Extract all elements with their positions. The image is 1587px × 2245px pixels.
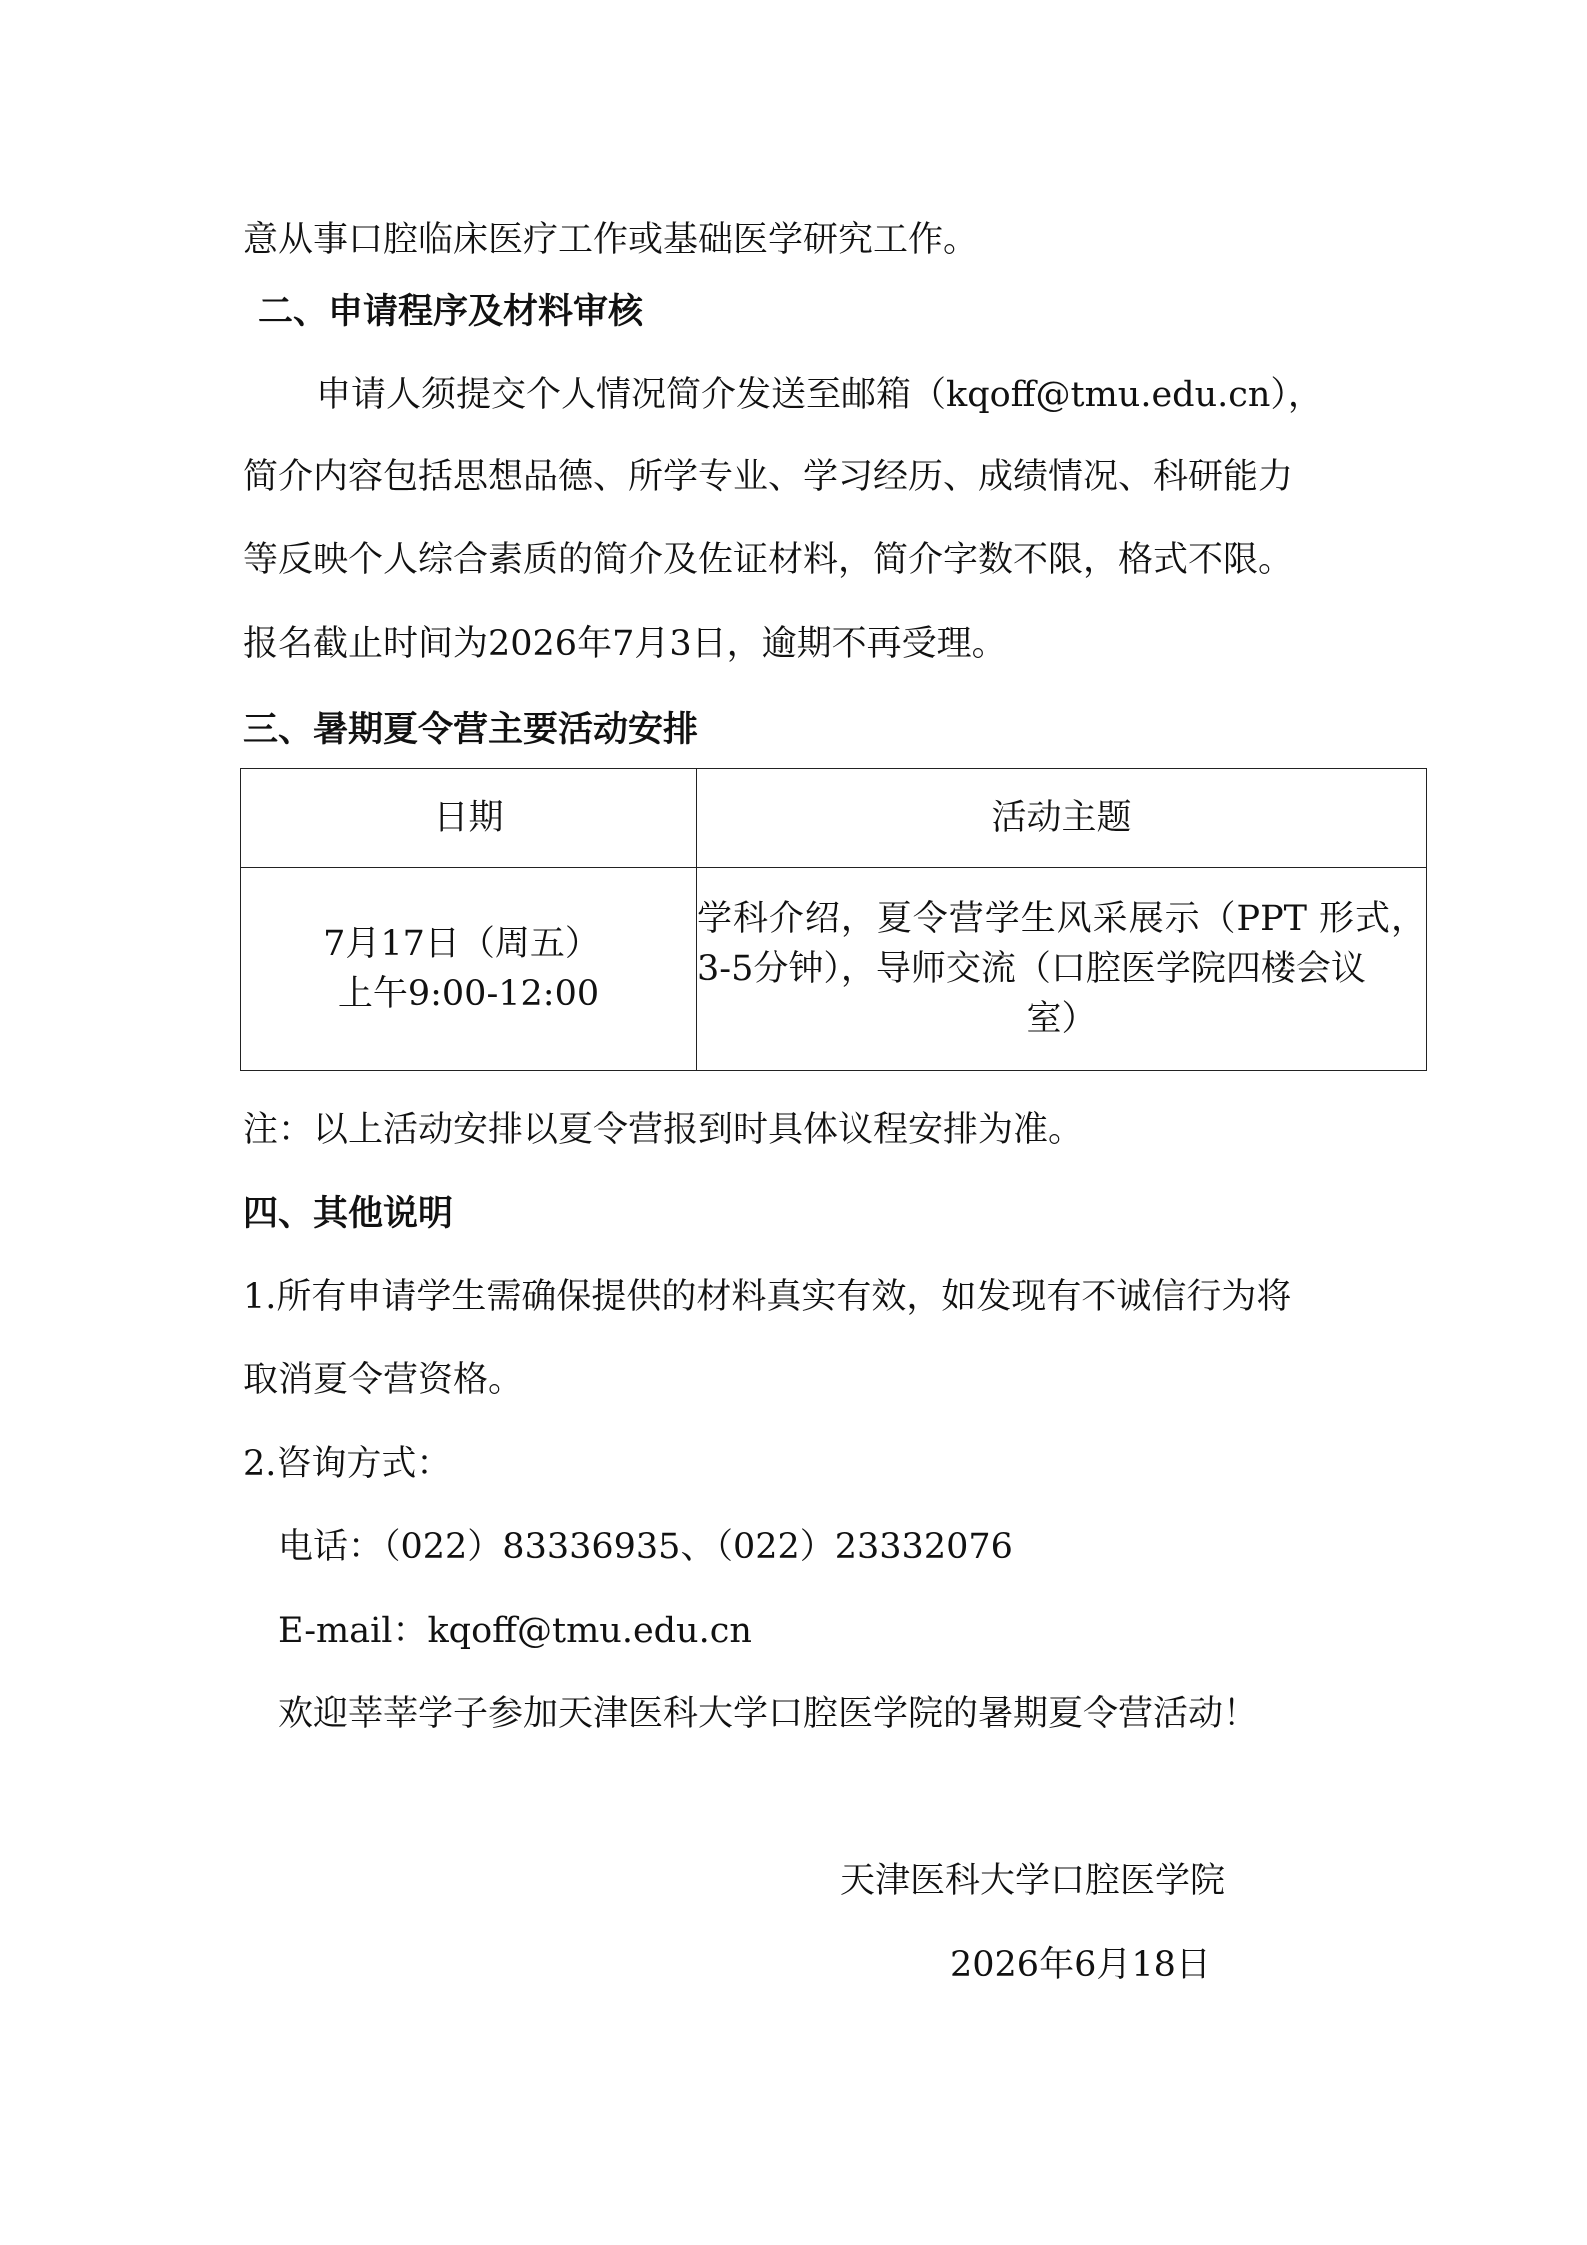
table-header-row: [241, 769, 1427, 868]
paragraph-line: 报名截止时间为2026年7月3日，逾期不再受理。: [243, 624, 1007, 664]
signature-org: 天津医科大学口腔医学院: [840, 1861, 1226, 1901]
welcome-line: 欢迎莘莘学子参加天津医科大学口腔医学院的暑期夏令营活动！: [278, 1694, 1259, 1734]
paragraph-line: 等反映个人综合素质的简介及佐证材料，简介字数不限，格式不限。: [243, 540, 1294, 580]
paragraph-continuation: 意从事口腔临床医疗工作或基础医学研究工作。: [243, 220, 979, 260]
table-header-date: 日期: [241, 769, 697, 868]
section-heading-4: 四、其他说明: [243, 1194, 454, 1234]
section-heading-3: 三、暑期夏令营主要活动安排: [243, 710, 699, 750]
table-note: 注：以上活动安排以夏令营报到时具体议程安排为准。: [243, 1110, 1084, 1150]
section-heading-2: 二、申请程序及材料审核: [258, 292, 644, 332]
contact-email: E-mail：kqoff@tmu.edu.cn: [278, 1611, 752, 1651]
schedule-table: [240, 768, 1427, 1071]
contact-phone: 电话：（022）83336935、（022）23332076: [278, 1527, 1013, 1567]
table-header-topic: 活动主题: [697, 769, 1427, 868]
table-cell-topic: [697, 868, 1427, 1071]
paragraph-line: 1.所有申请学生需确保提供的材料真实有效，如发现有不诚信行为将: [243, 1277, 1292, 1317]
paragraph-line: 申请人须提交个人情况简介发送至邮箱（kqoff@tmu.edu.cn），: [316, 375, 1323, 415]
table-cell-date: [241, 868, 697, 1071]
paragraph-line: 2.咨询方式：: [243, 1444, 452, 1484]
topic-text: 学科介绍，夏令营学生风采展示（PPT 形式，3-5分钟），导师交流（口腔医学院四楼会议: [697, 899, 1426, 989]
date-line: 7月17日（周五）: [323, 924, 600, 964]
paragraph-line: 取消夏令营资格。: [243, 1360, 524, 1400]
signature-date: 2026年6月18日: [950, 1945, 1211, 1985]
paragraph-line: 简介内容包括思想品德、所学专业、学习经历、成绩情况、科研能力: [243, 457, 1294, 497]
table-row: [241, 868, 1427, 1071]
time-line: 上午9:00-12:00: [337, 974, 600, 1014]
topic-text-end: 室）: [1026, 999, 1097, 1039]
